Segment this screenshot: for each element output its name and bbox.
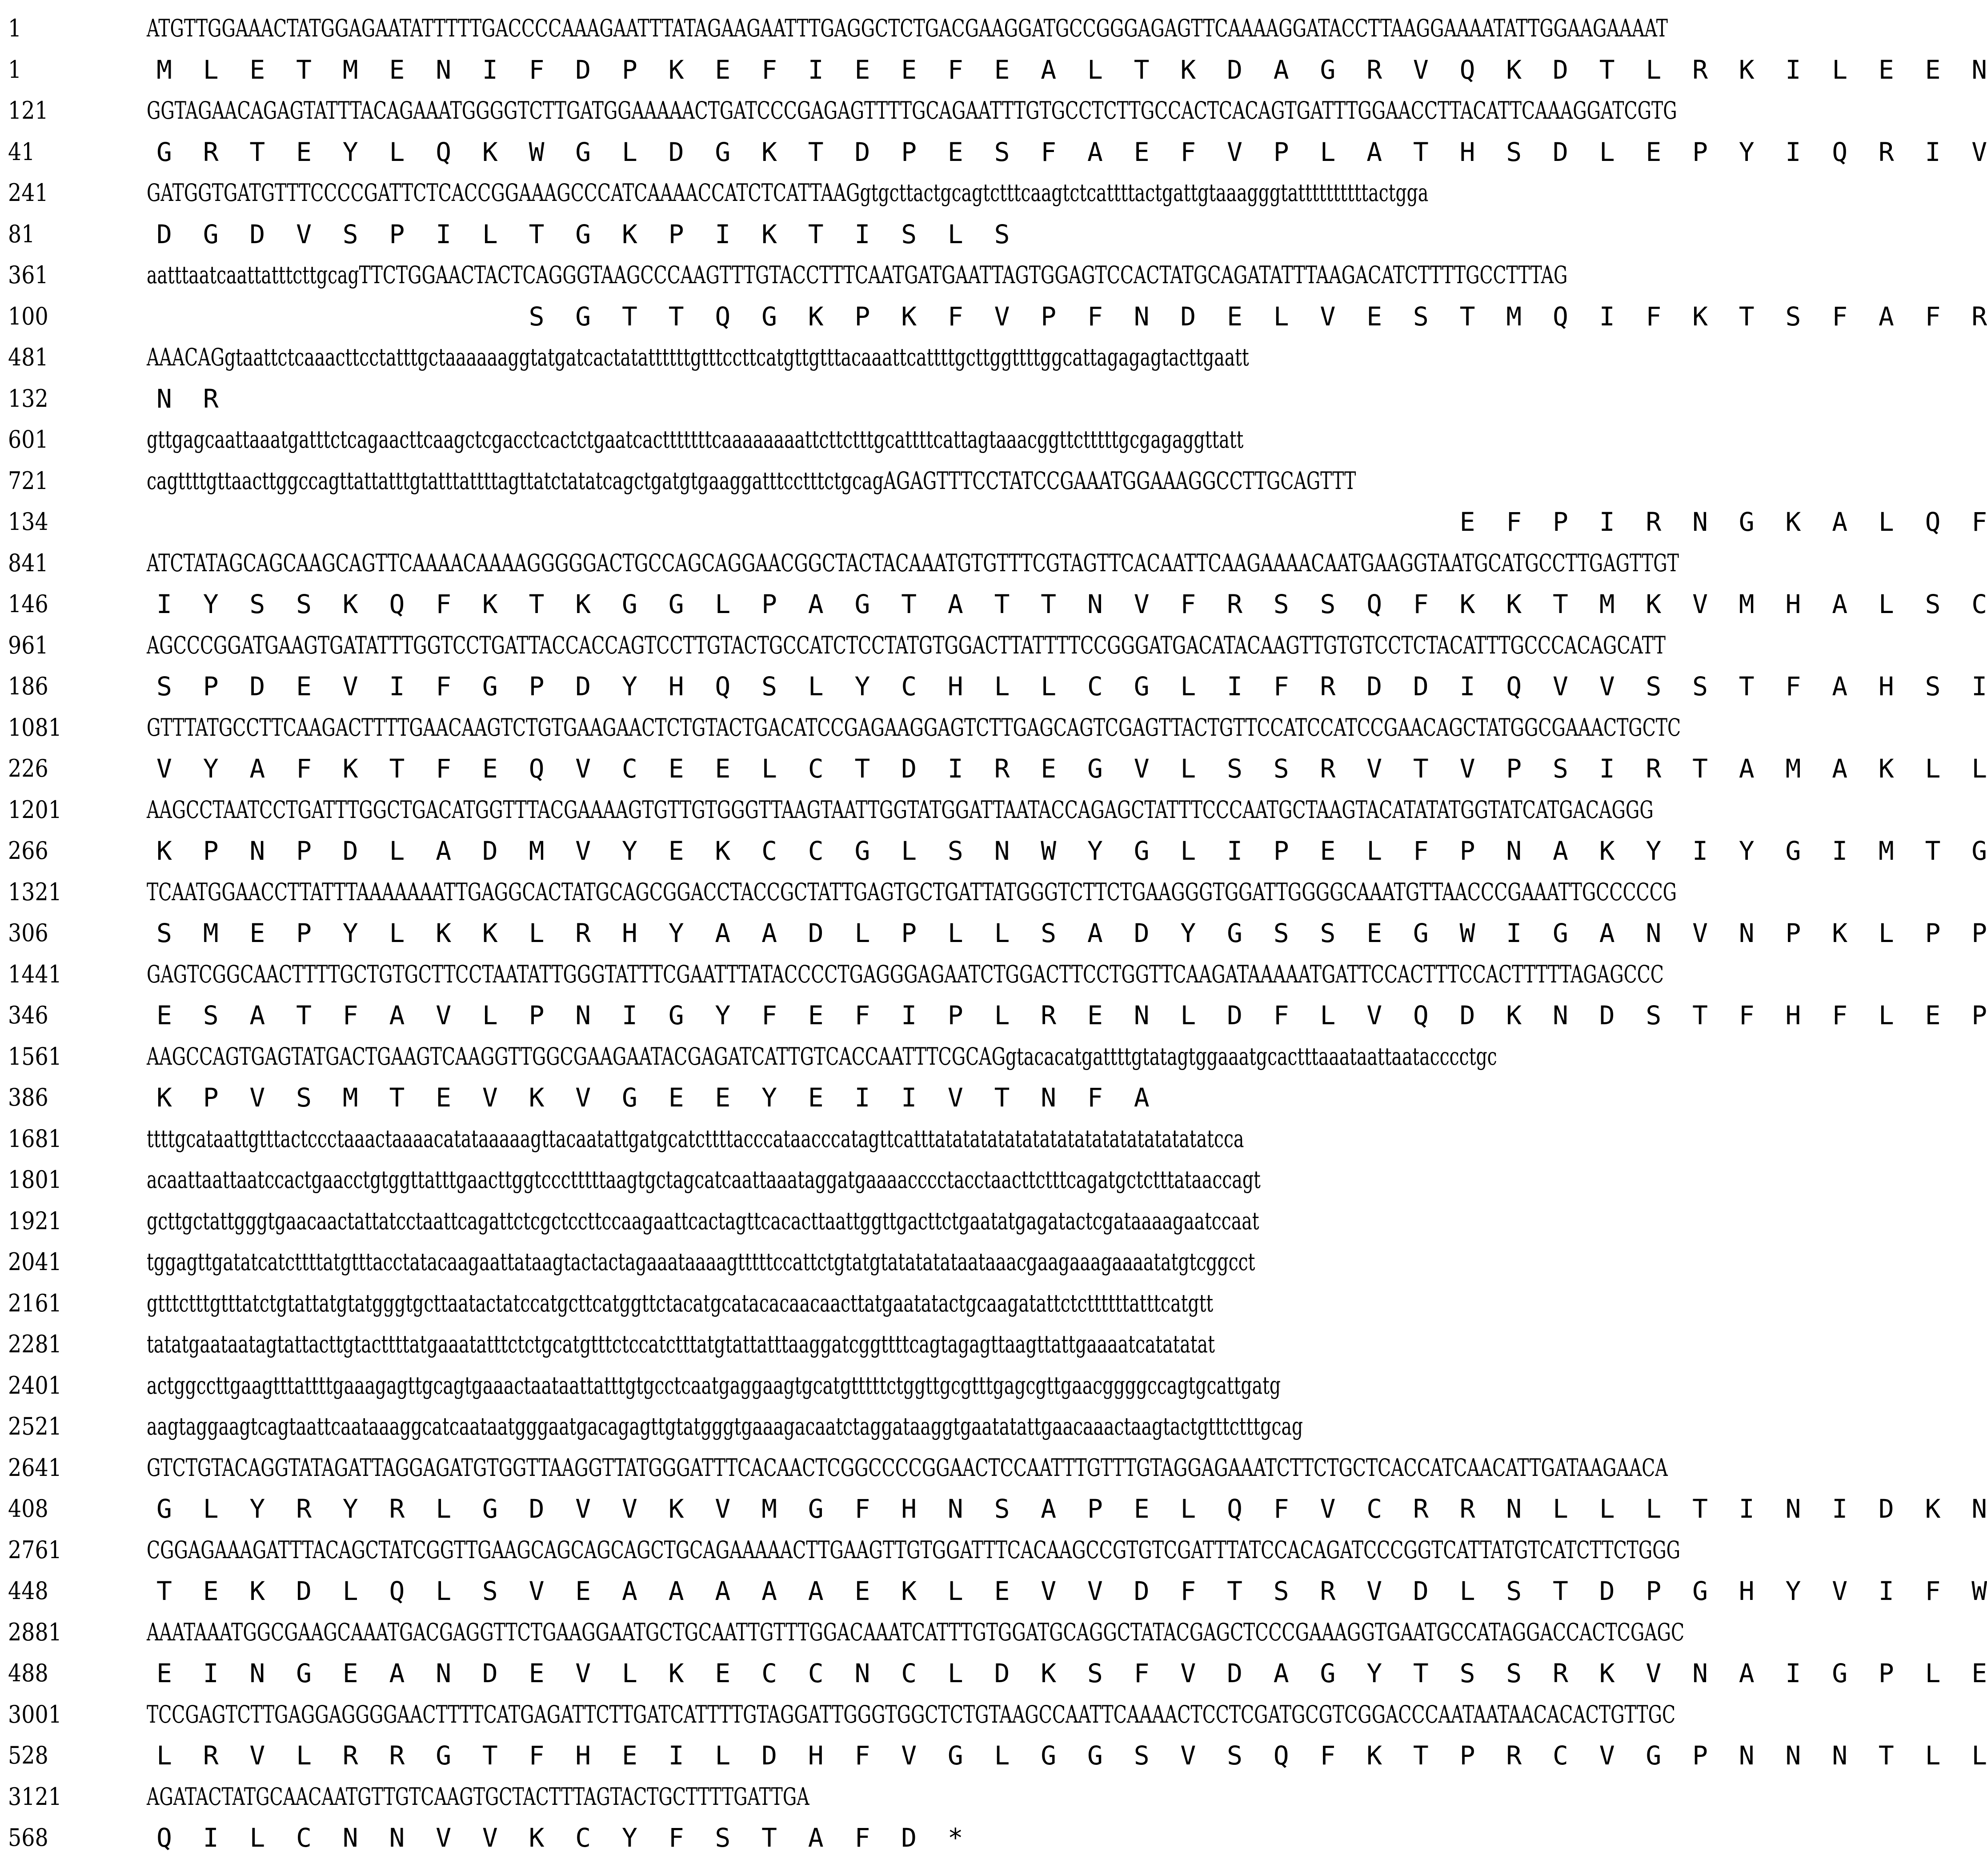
nucleotide-line <box>0 1242 1805 1283</box>
nucleotide-line <box>0 1694 1805 1735</box>
line-number: 2401 <box>8 1371 62 1399</box>
line-number: 1681 <box>8 1124 62 1153</box>
line-number: 100 <box>8 302 48 330</box>
line-number: 2641 <box>8 1453 62 1482</box>
nucleotide-line <box>0 172 1805 213</box>
amino-acid-line: 528 L R V L R R G T F H E I L D H F V G L G G S V S Q F K T P R C V G P N N N T L L <box>0 1735 1805 1776</box>
nucleotide-sequence: TCAATGGAACCTTATTTAAAAAAATTGAGGCACTATGCAGCGGACCTACCGCTATTGAGTGCTGATTATGGGTCTTCTGAAGGGTGGATTGGGGCAAATGTTAACCCGAAATTGCCCCCG <box>147 878 1677 906</box>
nucleotide-sequence: tatatgaataatagtattacttgtacttttatgaaatatttctctgcatgtttctccatctttatgtattatttaaggatcggttttcagtagagttaagttattgaaaatcatatatat <box>147 1330 1215 1358</box>
nucleotide-line <box>0 1324 1805 1365</box>
amino-acid-line: 100 S G T T Q G K P K F V P F N D E L V E S T M Q I F K T S F A F R <box>0 296 1805 337</box>
line-number: 241 <box>8 179 48 207</box>
nucleotide-sequence: gtttctttgtttatctgtattatgtatgggtgcttaatactatccatgcttcatggttctacatgcatacacaacaacttatgaatatactgcaagatattctcttttttatttcatgtt <box>147 1289 1214 1317</box>
nucleotide-line <box>0 1530 1805 1571</box>
line-number: 448 <box>8 1577 48 1605</box>
nucleotide-sequence: gttgagcaattaaatgatttctcagaacttcaagctcgacctcactctgaatcactttttttcaaaaaaaattcttctttgcattttcattagtaaacggttctttttgcgagaggttatt <box>147 425 1244 453</box>
nucleotide-line <box>0 1159 1805 1200</box>
amino-acid-line: 266 K P N P D L A D M V Y E K C C G L S N W Y G L I P E L F P N A K Y I Y G I M T G <box>0 830 1805 871</box>
line-number: 2041 <box>8 1248 62 1276</box>
line-number: 146 <box>8 590 48 618</box>
nucleotide-sequence: GTCTGTACAGGTATAGATTAGGAGATGTGGTTAAGGTTATGGGATTTCACAACTCGGCCCCGGAACTCCAATTTGTTTGTAGGAGAAATCTTCTGCTCACCATCAACATTGATAAGAACA <box>147 1453 1668 1482</box>
nucleotide-sequence: gcttgctattgggtgaacaactattatcctaattcagattctcgctccttccaagaattcactagttcacacttaattggttgacttctgaatatgagatactcgataaaagaatccaat <box>147 1207 1259 1235</box>
nucleotide-line <box>0 1406 1805 1447</box>
nucleotide-sequence: AGCCCGGATGAAGTGATATTTGGTCCTGATTACCACCAGTCCTTGTACTGCCATCTCCTATGTGGACTTATTTTCCGGGATGACATACAAGTTGTGTCCTCTACATTTGCCCACAGCATT <box>147 631 1666 659</box>
line-number: 2161 <box>8 1289 62 1317</box>
nucleotide-sequence: ATGTTGGAAACTATGGAGAATATTTTTGACCCCAAAGAATTTATAGAAGAATTTGAGGCTCTGACGAAGGATGCCGGGAGAGTTCAAAAGGATACCTTAAGGAAAATATTGGAAGAAAAT <box>147 14 1668 42</box>
nucleotide-line <box>0 1118 1805 1159</box>
nucleotide-line <box>0 419 1805 460</box>
amino-acid-line: 386 K P V S M T E V K V G E E Y E I I V T N F A <box>0 1077 1805 1118</box>
nucleotide-sequence: TCCGAGTCTTGAGGAGGGGAACTTTTCATGAGATTCTTGATCATTTTGTAGGATTGGGTGGCTCTGTAAGCCAATTCAAAACTCCTCGATGCGTCGGACCCAATAATAACACACTGTTGC <box>147 1700 1676 1728</box>
line-number: 2521 <box>8 1412 62 1440</box>
nucleotide-sequence: GAGTCGGCAACTTTTGCTGTGCTTCCTAATATTGGGTATTTCGAATTTATACCCCTGAGGGAGAATCTGGACTTCCTGGTTCAAGATAAAAATGATTCCACTTTCCACTTTTTAGAGCCC <box>147 960 1664 988</box>
line-number: 601 <box>8 425 48 453</box>
nucleotide-line <box>0 790 1805 830</box>
nucleotide-sequence: actggccttgaagtttattttgaaagagttgcagtgaaactaataattatttgtgcctcaatgaggaagtgcatgtttttctggttgcgtttgagcgttgaacggggccagtgcattgatg <box>147 1371 1281 1399</box>
amino-acid-line: 132 N R <box>0 378 1805 419</box>
nucleotide-line <box>0 707 1805 748</box>
nucleotide-sequence: GATGGTGATGTTTCCCCGATTCTCACCGGAAAGCCCATCAAAACCATCTCATTAAGgtgcttactgcagtctttcaagtctcattttactgattgtaaagggtattttttttttactgga <box>147 179 1429 207</box>
line-number: 361 <box>8 261 48 289</box>
line-number: 3001 <box>8 1700 62 1728</box>
line-number: 1561 <box>8 1042 62 1070</box>
amino-acid-line: 408 G L Y R Y R L G D V V K V M G F H N S A P E L Q F V C R R N L L L T I N I D K N <box>0 1488 1805 1529</box>
line-number: 266 <box>8 837 48 865</box>
nucleotide-sequence: acaattaattaatccactgaacctgtggttatttgaacttggtccctttttaagtgctagcatcaattaaataggatgaaaacccctacctaacttctttcagatgctctttataaccagt <box>147 1166 1261 1194</box>
nucleotide-line <box>0 872 1805 913</box>
line-number: 134 <box>8 508 48 536</box>
amino-acid-line: 306 S M E P Y L K K L R H Y A A D L P L L S A D Y G S S E G W I G A N V N P K L P P <box>0 913 1805 954</box>
line-number: 1 <box>8 14 22 42</box>
line-number: 2281 <box>8 1330 62 1358</box>
line-number: 568 <box>8 1824 48 1852</box>
line-number: 186 <box>8 672 48 700</box>
line-number: 528 <box>8 1741 48 1769</box>
line-number: 721 <box>8 466 48 495</box>
nucleotide-sequence: aatttaatcaattatttcttgcagTTCTGGAACTACTCAGGGTAAGCCCAAGTTTGTACCTTTCAATGATGAATTAGTGGAGTCCACTATGCAGATATTTAAGACATCTTTTGCCTTTAG <box>147 261 1568 289</box>
nucleotide-line <box>0 1036 1805 1077</box>
line-number: 408 <box>8 1495 48 1523</box>
nucleotide-sequence: tggagttgatatcatcttttatgtttacctatacaagaattataagtactactagaaataaaagtttttccattctgtatgtatatatataataaacgaagaaagaaaatatgtcggcct <box>147 1248 1255 1276</box>
nucleotide-sequence: AAGCCTAATCCTGATTTGGCTGACATGGTTTACGAAAAGTGTTGTGGGTTAAGTAATTGGTATGGATTAATACCAGAGCTATTTCCCAATGCTAAGTACATATATGGTATCATGACAGGG <box>147 795 1654 824</box>
nucleotide-line <box>0 543 1805 584</box>
line-number: 488 <box>8 1659 48 1687</box>
line-number: 841 <box>8 549 48 577</box>
line-number: 1441 <box>8 960 62 988</box>
nucleotide-sequence: ttttgcataattgtttactccctaaactaaaacatataaaaagttacaatattgatgcatcttttacccataacccatagttcatttatatatatatatatatatatatatatatatatcca <box>147 1124 1244 1153</box>
line-number: 481 <box>8 343 48 371</box>
line-number: 226 <box>8 754 48 782</box>
nucleotide-line <box>0 1283 1805 1324</box>
line-number: 386 <box>8 1083 48 1111</box>
line-number: 121 <box>8 96 48 124</box>
amino-acid-line: 346 E S A T F A V L P N I G Y F E F I P L R E N L D F L V Q D K N D S T F H F L E P <box>0 995 1805 1036</box>
line-number: 41 <box>8 137 35 166</box>
nucleotide-line <box>0 255 1805 296</box>
line-number: 1321 <box>8 878 62 906</box>
nucleotide-line <box>0 90 1805 131</box>
line-number: 1921 <box>8 1207 62 1235</box>
line-number: 346 <box>8 1001 48 1029</box>
nucleotide-line <box>0 1447 1805 1488</box>
nucleotide-sequence: cagttttgttaacttggccagttattatttgtatttattttagttatctatatcagctgatgtgaaggatttcctttctgcagAGAGTTTCCTATCCGAAATGGAAAGGCCTTGCAGTTT <box>147 466 1356 495</box>
nucleotide-line <box>0 461 1805 501</box>
line-number: 2761 <box>8 1535 62 1564</box>
nucleotide-line <box>0 1201 1805 1242</box>
nucleotide-line <box>0 1612 1805 1653</box>
line-number: 1201 <box>8 795 62 824</box>
amino-acid-line: 1 M L E T M E N I F D P K E F I E E F E A L T K D A G R V Q K D T L R K I L E E N <box>0 49 1805 90</box>
line-number: 3121 <box>8 1782 62 1811</box>
line-number: 306 <box>8 919 48 947</box>
nucleotide-line <box>0 8 1805 49</box>
nucleotide-sequence: AAACAGgtaattctcaaacttcctatttgctaaaaaaggtatgatcactatattttttgtttccttcatgttgtttacaaattcattttgcttggttttggcattagagagtacttgaatt <box>147 343 1249 371</box>
nucleotide-line <box>0 625 1805 666</box>
amino-acid-line: 226 V Y A F K T F E Q V C E E L C T D I R E G V L S S R V T V P S I R T A M A K L L <box>0 748 1805 789</box>
nucleotide-sequence: GTTTATGCCTTCAAGACTTTTGAACAAGTCTGTGAAGAACTCTGTACTGACATCCGAGAAGGAGTCTTGAGCAGTCGAGTTACTGTTCCATCCATCCGAACAGCTATGGCGAAACTGCTC <box>147 713 1681 742</box>
nucleotide-line <box>0 954 1805 995</box>
nucleotide-sequence: AAATAAATGGCGAAGCAAATGACGAGGTTCTGAAGGAATGCTGCAATTGTTTGGACAAATCATTTGTGGATGCAGGCTATACGAGCTCCCGAAAGGTGAATGCCATAGGACCACTCGAGC <box>147 1618 1685 1646</box>
amino-acid-line: 186 S P D E V I F G P D Y H Q S L Y C H L L C G L I F R D D I Q V V S S T F A H S I <box>0 666 1805 707</box>
nucleotide-line <box>0 337 1805 378</box>
amino-acid-line: 41 G R T E Y L Q K W G L D G K T D P E S F A E F V P L A T H S D L E P Y I Q R I V <box>0 132 1805 172</box>
amino-acid-line: 448 T E K D L Q L S V E A A A A A E K L E V V D F T S R V D L S T D P G H Y V I F W <box>0 1571 1805 1611</box>
line-number: 132 <box>8 384 48 413</box>
amino-acid-line: 146 I Y S S K Q F K T K G G L P A G T A T T N V F R S S Q F K K T M K V M H A L S C <box>0 584 1805 625</box>
nucleotide-sequence: GGTAGAACAGAGTATTTACAGAAATGGGGTCTTGATGGAAAAACTGATCCCGAGAGTTTTGCAGAATTTGTGCCTCTTGCCACTCACAGTGATTTGGAACCTTACATTCAAAGGATCGTG <box>147 96 1677 124</box>
nucleotide-line <box>0 1776 1805 1817</box>
amino-acid-line: 134 E F P I R N G K A L Q F <box>0 501 1805 542</box>
amino-acid-line: 568 Q I L C N N V V K C Y F S T A F D * <box>0 1817 1805 1858</box>
nucleotide-line <box>0 1365 1805 1406</box>
line-number: 1 <box>8 55 22 84</box>
line-number: 961 <box>8 631 48 659</box>
nucleotide-sequence: aagtaggaagtcagtaattcaataaaggcatcaataatgggaatgacagagttgtatgggtgaaagacaatctaggataaggtgaatatattgaacaaactaagtactgtttctttgcag <box>147 1412 1303 1440</box>
nucleotide-sequence: CGGAGAAAGATTTACAGCTATCGGTTGAAGCAGCAGCAGCTGCAGAAAAACTTGAAGTTGTGGATTTCACAAGCCGTGTCGATTTATCCACAGATCCCGGTCATTATGTCATCTTCTGGG <box>147 1535 1681 1564</box>
amino-acid-line: 81 D G D V S P I L T G K P I K T I S L S <box>0 214 1805 255</box>
nucleotide-sequence: AGATACTATGCAACAATGTTGTCAAGTGCTACTTTAGTACTGCTTTTGATTGA <box>147 1782 809 1811</box>
line-number: 1801 <box>8 1166 62 1194</box>
line-number: 2881 <box>8 1618 62 1646</box>
line-number: 1081 <box>8 713 62 742</box>
nucleotide-sequence: AAGCCAGTGAGTATGACTGAAGTCAAGGTTGGCGAAGAATACGAGATCATTGTCACCAATTTCGCAGgtacacatgattttgtatagtggaaatgcactttaaataattaatacccctgc <box>147 1042 1497 1070</box>
nucleotide-sequence: ATCTATAGCAGCAAGCAGTTCAAAACAAAAGGGGGACTGCCAGCAGGAACGGCTACTACAAATGTGTTTCGTAGTTCACAATTCAAGAAAACAATGAAGGTAATGCATGCCTTGAGTTGT <box>147 549 1679 577</box>
line-number: 81 <box>8 220 35 248</box>
amino-acid-line: 488 E I N G E A N D E V L K E C C N C L D K S F V D A G Y T S S R K V N A I G P L E <box>0 1653 1805 1694</box>
